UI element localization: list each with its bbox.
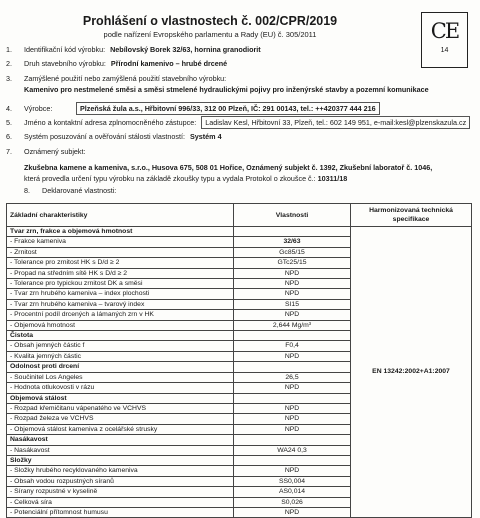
declared-properties-table — [6, 203, 472, 518]
property-value-cell: NPD — [234, 289, 351, 299]
characteristic-cell: - Rozpad křemičitanu vápenatého ve VCHVS — [7, 403, 234, 413]
document-subtitle: podle nařízení Evropského parlamentu a Rady (EU) č. 305/2011 — [103, 30, 317, 39]
property-value-cell — [234, 393, 351, 403]
property-value-cell: SI15 — [234, 299, 351, 309]
characteristic-cell: - Obsah vodou rozpustných síranů — [7, 476, 234, 486]
characteristic-cell: - Sírany rozpustné v kyselině — [7, 487, 234, 497]
property-value-cell: WA24 0,3 — [234, 445, 351, 455]
section-heading: Tvar zrn, frakce a objemová hmotnost — [7, 227, 234, 237]
characteristic-cell: - Obsah jemných částic f — [7, 341, 234, 351]
property-value-cell: NPD — [234, 507, 351, 517]
characteristic-cell: - Tvar zrn hrubého kameniva – tvarový index — [7, 299, 234, 309]
characteristic-cell: - Součinitel Los Angeles — [7, 372, 234, 382]
item-8: 8. Deklarované vlastnosti: — [24, 186, 117, 195]
assessment-system: Systém 4 — [190, 132, 222, 141]
item-4: 4. Výrobce: Plzeňská žula a.s., Hřbitovní 996/33, 312 00 Plzeň, IČ: 291 00143, tel.: ++420377 444 216 — [6, 104, 380, 113]
characteristic-cell: - Nasákavost — [7, 445, 234, 455]
characteristic-cell: - Propad na středním sítě HK s D/d ≥ 2 — [7, 268, 234, 278]
product-code: Nebílovský Borek 32/63, hornina granodiorit — [110, 45, 261, 54]
property-value-cell — [234, 331, 351, 341]
manufacturer: Plzeňská žula a.s., Hřbitovní 996/33, 312 00 Plzeň, IČ: 291 00143, tel.: ++420377 444 216 — [76, 102, 380, 115]
representative: Ladislav Kesl, Hřbitovní 33, Plzeň, tel.: 602 149 951, e-mail:kesl@plzenskazula.cz — [201, 116, 470, 129]
characteristic-cell: - Tolerance pro zrnitost HK s D/d ≥ 2 — [7, 258, 234, 268]
characteristic-cell: - Kvalita jemných částic — [7, 351, 234, 361]
table-row — [7, 227, 472, 237]
section-heading: Nasákavost — [7, 435, 234, 445]
property-value-cell: NPD — [234, 310, 351, 320]
notified-body-line1: Zkušebna kamene a kameniva, s.r.o., Husova 675, 508 01 Hořice, Oznámený subjekt č. 1392, Zkušební laboratoř č. 1046, — [24, 163, 433, 172]
property-value-cell: 2,644 Mg/m³ — [234, 320, 351, 330]
property-value-cell: F0,4 — [234, 341, 351, 351]
property-value-cell: SS0,004 — [234, 476, 351, 486]
item-2: 2. Druh stavebního výrobku: Přírodní kamenivo – hrubé drcené — [6, 59, 228, 68]
property-value-cell: NPD — [234, 466, 351, 476]
header-characteristics: Základní charakteristiky — [7, 204, 234, 227]
property-value-cell: NPD — [234, 424, 351, 434]
section-heading: Čistota — [7, 331, 234, 341]
characteristic-cell: - Potenciální přítomnost humusu — [7, 507, 234, 517]
property-value-cell — [234, 227, 351, 237]
property-value-cell — [234, 435, 351, 445]
property-value-cell: NPD — [234, 351, 351, 361]
property-value-cell: 26,5 — [234, 372, 351, 382]
characteristic-cell: - Tolerance pro typickou zrnitost DK a směsi — [7, 279, 234, 289]
characteristic-cell: - Složky hrubého recyklovaného kameniva — [7, 466, 234, 476]
intended-use: Kamenivo pro nestmelené směsi a směsi stmelené hydraulickými pojivy pro inženýrské stavby a pozemní komunikace — [24, 85, 429, 94]
ce-mark-box — [421, 12, 468, 68]
test-report-number: 10311/18 — [317, 174, 348, 183]
ce-mark: CE — [430, 19, 459, 43]
property-value-cell: NPD — [234, 414, 351, 424]
characteristic-cell: - Zrnitost — [7, 247, 234, 257]
section-heading: Odolnost proti drcení — [7, 362, 234, 372]
item-3: 3. Zamýšlené použití nebo zamýšlená použití stavebního výrobku: — [6, 74, 227, 83]
ce-number: 14 — [440, 47, 449, 54]
property-value-cell: NPD — [234, 279, 351, 289]
item-6: 6. Systém posuzování a ověřování stálosti vlastností: Systém 4 — [6, 132, 222, 141]
property-value-cell: Gc85/15 — [234, 247, 351, 257]
property-value-cell — [234, 362, 351, 372]
notified-body-line2: která provedla určení typu výrobku na základě zkoušky typu a vydala Protokol o zkoušce č.: 10311/18 — [24, 174, 348, 183]
section-heading: Složky — [7, 455, 234, 465]
product-type: Přírodní kamenivo – hrubé drcené — [110, 59, 228, 68]
characteristic-cell: - Frakce kameniva — [7, 237, 234, 247]
property-value-cell: 32/63 — [234, 237, 351, 247]
characteristic-cell: - Procentní podíl drcených a lámaných zrn v HK — [7, 310, 234, 320]
property-value-cell: S0,026 — [234, 497, 351, 507]
property-value-cell: NPD — [234, 268, 351, 278]
characteristic-cell: - Tvar zrn hrubého kameniva – index plochosti — [7, 289, 234, 299]
item-5: 5. Jméno a kontaktní adresa zplnomocněného zástupce: Ladislav Kesl, Hřbitovní 33, Plzeň, tel.: 602 149 951, e-mail:kesl@plzenskazula.cz — [6, 118, 470, 127]
spec-cell — [351, 227, 472, 518]
property-value-cell — [234, 455, 351, 465]
property-value-cell: NPD — [234, 403, 351, 413]
characteristic-cell: - Rozpad železa ve VCHVS — [7, 414, 234, 424]
property-value-cell: GTc25/15 — [234, 258, 351, 268]
harmonized-spec: EN 13242:2002+A1:2007 — [372, 368, 450, 376]
document-title: Prohlášení o vlastnostech č. 002/CPR/2019 — [82, 14, 338, 28]
characteristic-cell: - Objemová hmotnost — [7, 320, 234, 330]
header-properties: Vlastnosti — [234, 204, 351, 227]
characteristic-cell: - Celková síra — [7, 497, 234, 507]
property-value-cell: NPD — [234, 383, 351, 393]
section-heading: Objemová stálost — [7, 393, 234, 403]
header-spec: Harmonizovaná technická specifikace — [351, 204, 472, 227]
item-7: 7. Oznámený subjekt: — [6, 147, 86, 156]
item-1: 1. Identifikační kód výrobku: Nebílovský Borek 32/63, hornina granodiorit — [6, 45, 261, 54]
characteristic-cell: - Hodnota otlukovosti v rázu — [7, 383, 234, 393]
characteristic-cell: - Objemová stálost kameniva z ocelářské strusky — [7, 424, 234, 434]
property-value-cell: AS0,014 — [234, 487, 351, 497]
